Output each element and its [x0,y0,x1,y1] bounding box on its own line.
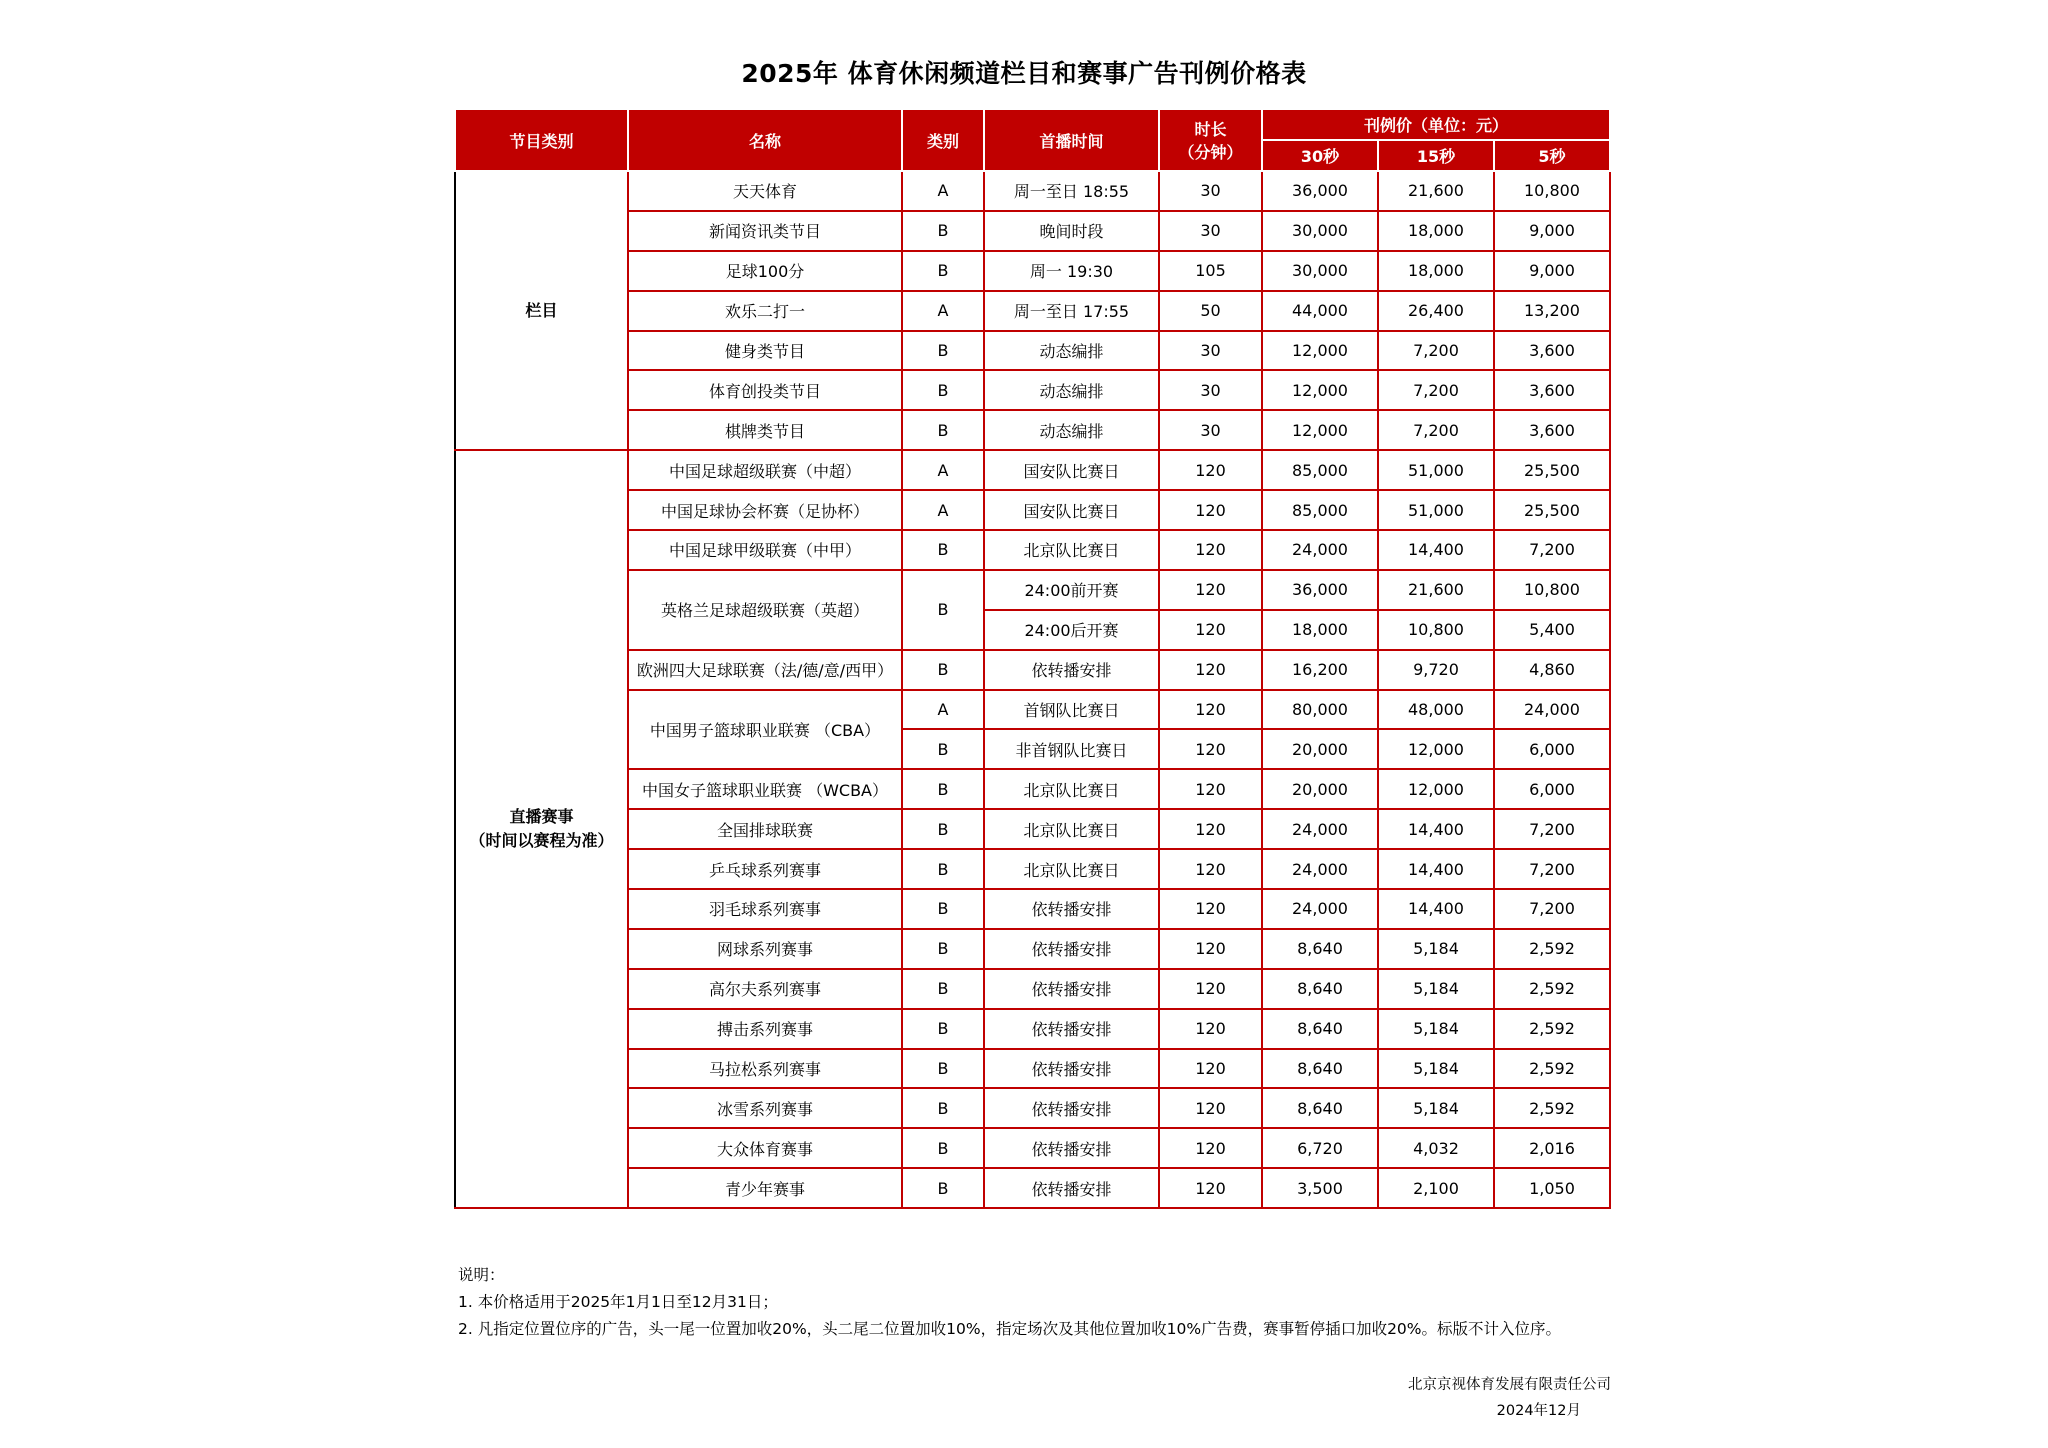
cell-name: 中国足球协会杯赛（足协杯） [628,490,902,530]
table-row [455,530,1610,570]
cell-price-30s: 8,640 [1262,1049,1378,1089]
table-row [455,570,1610,610]
header-duration-line2: （分钟） [1178,143,1243,162]
cell-name: 中国女子篮球职业联赛 （WCBA） [628,769,902,809]
cell-duration: 120 [1159,1088,1262,1128]
cell-price-30s: 12,000 [1262,370,1378,410]
cell-price-15s: 4,032 [1378,1128,1494,1168]
cell-duration: 120 [1159,610,1262,650]
header-class: 类别 [902,109,984,171]
cell-price-15s: 2,100 [1378,1168,1494,1208]
table-row [455,410,1610,450]
cell-duration: 120 [1159,769,1262,809]
cell-duration: 120 [1159,1009,1262,1049]
cell-name: 足球100分 [628,251,902,291]
cell-duration: 120 [1159,530,1262,570]
cell-airtime: 首钢队比赛日 [984,690,1159,730]
cell-duration: 120 [1159,809,1262,849]
cell-price-15s: 14,400 [1378,809,1494,849]
cell-price-5s: 2,016 [1494,1128,1610,1168]
cell-class: B [902,570,984,650]
cell-price-30s: 24,000 [1262,530,1378,570]
cell-class: B [902,1088,984,1128]
cell-airtime: 24:00后开赛 [984,610,1159,650]
cell-price-30s: 30,000 [1262,211,1378,251]
cell-class: B [902,251,984,291]
cell-name: 中国足球超级联赛（中超） [628,450,902,490]
table-row [455,690,1610,730]
cell-class: B [902,530,984,570]
cell-name: 英格兰足球超级联赛（英超） [628,570,902,650]
cell-price-30s: 6,720 [1262,1128,1378,1168]
cell-class: A [902,690,984,730]
cell-price-5s: 9,000 [1494,251,1610,291]
cell-airtime: 动态编排 [984,410,1159,450]
cell-airtime: 24:00前开赛 [984,570,1159,610]
cell-price-15s: 14,400 [1378,849,1494,889]
cell-duration: 120 [1159,650,1262,690]
cell-airtime: 动态编排 [984,331,1159,371]
header-duration-line1: 时长 [1194,120,1227,139]
cell-airtime: 国安队比赛日 [984,450,1159,490]
cell-price-30s: 8,640 [1262,969,1378,1009]
cell-price-15s: 9,720 [1378,650,1494,690]
cell-airtime: 依转播安排 [984,889,1159,929]
table-row [455,251,1610,291]
cell-price-15s: 21,600 [1378,171,1494,211]
cell-class: B [902,889,984,929]
cell-class: B [902,1009,984,1049]
category-live-line1: 直播赛事 [509,807,574,827]
cell-price-30s: 8,640 [1262,1009,1378,1049]
table-row [455,331,1610,371]
cell-airtime: 北京队比赛日 [984,809,1159,849]
cell-price-5s: 6,000 [1494,729,1610,769]
cell-price-30s: 44,000 [1262,291,1378,331]
cell-price-5s: 5,400 [1494,610,1610,650]
cell-price-5s: 2,592 [1494,1088,1610,1128]
table-row [455,211,1610,251]
cell-price-5s: 10,800 [1494,570,1610,610]
table-row [455,1009,1610,1049]
cell-airtime: 周一 19:30 [984,251,1159,291]
cell-airtime: 晚间时段 [984,211,1159,251]
table-row [455,849,1610,889]
cell-price-30s: 20,000 [1262,769,1378,809]
cell-class: B [902,769,984,809]
header-duration [1159,109,1262,171]
cell-duration: 120 [1159,1168,1262,1208]
cell-class: B [902,969,984,1009]
cell-price-30s: 12,000 [1262,410,1378,450]
table-row [455,291,1610,331]
cell-class: B [902,849,984,889]
table-row [455,650,1610,690]
cell-class: B [902,809,984,849]
header-price-15s: 15秒 [1378,140,1494,171]
table-row [455,929,1610,969]
cell-price-30s: 24,000 [1262,849,1378,889]
cell-price-15s: 7,200 [1378,410,1494,450]
cell-price-30s: 24,000 [1262,889,1378,929]
cell-name: 乒乓球系列赛事 [628,849,902,889]
cell-airtime: 依转播安排 [984,969,1159,1009]
cell-price-15s: 12,000 [1378,769,1494,809]
cell-class: B [902,1168,984,1208]
header-price-30s: 30秒 [1262,140,1378,171]
cell-airtime: 依转播安排 [984,1128,1159,1168]
table-row [455,370,1610,410]
table-row [455,1049,1610,1089]
cell-price-30s: 16,200 [1262,650,1378,690]
cell-airtime: 依转播安排 [984,650,1159,690]
notes-line-1: 1. 本价格适用于2025年1月1日至12月31日； [458,1293,778,1311]
cell-price-5s: 7,200 [1494,889,1610,929]
cell-duration: 120 [1159,1128,1262,1168]
cell-name: 冰雪系列赛事 [628,1088,902,1128]
notes-line-2: 2. 凡指定位置位序的广告，头一尾一位置加收20%，头二尾二位置加收10%，指定场次及其他位置加收10%广告费，赛事暂停插口加收20%。标版不计入位序。 [458,1320,1562,1338]
price-table-body [455,171,1610,1208]
table-row [455,1168,1610,1208]
cell-duration: 50 [1159,291,1262,331]
cell-name: 大众体育赛事 [628,1128,902,1168]
cell-price-5s: 25,500 [1494,450,1610,490]
cell-price-5s: 7,200 [1494,809,1610,849]
cell-duration: 120 [1159,570,1262,610]
cell-duration: 120 [1159,889,1262,929]
cell-duration: 30 [1159,171,1262,211]
cell-duration: 120 [1159,729,1262,769]
cell-price-30s: 20,000 [1262,729,1378,769]
table-row [455,889,1610,929]
cell-name: 健身类节目 [628,331,902,371]
cell-price-30s: 18,000 [1262,610,1378,650]
cell-price-5s: 9,000 [1494,211,1610,251]
cell-price-15s: 14,400 [1378,889,1494,929]
cell-class: B [902,370,984,410]
cell-airtime: 北京队比赛日 [984,530,1159,570]
cell-price-5s: 13,200 [1494,291,1610,331]
cell-price-30s: 8,640 [1262,1088,1378,1128]
cell-class: A [902,171,984,211]
footer-company: 北京京视体育发展有限责任公司 [1408,1377,1611,1393]
cell-price-15s: 21,600 [1378,570,1494,610]
cell-class: B [902,410,984,450]
cell-price-5s: 2,592 [1494,1049,1610,1089]
cell-price-5s: 7,200 [1494,849,1610,889]
header-name: 名称 [628,109,902,171]
cell-airtime: 周一至日 17:55 [984,291,1159,331]
category-live-line2: （时间以赛程为准） [469,831,614,851]
cell-name: 全国排球联赛 [628,809,902,849]
cell-duration: 30 [1159,410,1262,450]
table-row [455,809,1610,849]
header-price-group: 刊例价（单位：元） [1262,109,1610,140]
cell-price-15s: 26,400 [1378,291,1494,331]
table-row [455,171,1610,211]
cell-duration: 105 [1159,251,1262,291]
cell-class: B [902,929,984,969]
cell-name: 高尔夫系列赛事 [628,969,902,1009]
cell-price-15s: 5,184 [1378,1088,1494,1128]
cell-name: 体育创投类节目 [628,370,902,410]
cell-duration: 30 [1159,370,1262,410]
cell-duration: 30 [1159,211,1262,251]
header-price-5s: 5秒 [1494,140,1610,171]
table-row [455,769,1610,809]
cell-class: A [902,291,984,331]
cell-name: 欧洲四大足球联赛（法/德/意/西甲） [628,650,902,690]
cell-price-5s: 24,000 [1494,690,1610,730]
cell-airtime: 依转播安排 [984,1049,1159,1089]
cell-price-5s: 3,600 [1494,370,1610,410]
cell-class: A [902,490,984,530]
cell-price-15s: 7,200 [1378,370,1494,410]
cell-duration: 30 [1159,331,1262,371]
cell-airtime: 依转播安排 [984,1168,1159,1208]
footer-date: 2024年12月 [1496,1403,1581,1419]
notes-label: 说明： [458,1266,505,1284]
cell-name: 马拉松系列赛事 [628,1049,902,1089]
cell-airtime: 周一至日 18:55 [984,171,1159,211]
cell-duration: 120 [1159,849,1262,889]
cell-price-15s: 5,184 [1378,929,1494,969]
cell-price-15s: 51,000 [1378,490,1494,530]
cell-price-30s: 36,000 [1262,171,1378,211]
cell-name: 欢乐二打一 [628,291,902,331]
notes [458,1262,1561,1343]
cell-class: B [902,211,984,251]
price-table [454,108,1611,1209]
cell-price-5s: 4,860 [1494,650,1610,690]
table-row [455,450,1610,490]
cell-airtime: 国安队比赛日 [984,490,1159,530]
cell-price-15s: 14,400 [1378,530,1494,570]
cell-price-30s: 8,640 [1262,929,1378,969]
cell-class: A [902,450,984,490]
cell-name: 青少年赛事 [628,1168,902,1208]
cell-price-15s: 18,000 [1378,211,1494,251]
cell-name: 网球系列赛事 [628,929,902,969]
cell-price-15s: 5,184 [1378,969,1494,1009]
cell-airtime: 动态编排 [984,370,1159,410]
cell-price-5s: 1,050 [1494,1168,1610,1208]
cell-name: 天天体育 [628,171,902,211]
cell-class: B [902,1049,984,1089]
cell-class: B [902,1128,984,1168]
cell-price-30s: 80,000 [1262,690,1378,730]
cell-name: 羽毛球系列赛事 [628,889,902,929]
table-row [455,1128,1610,1168]
cell-duration: 120 [1159,929,1262,969]
cell-price-30s: 12,000 [1262,331,1378,371]
cell-price-15s: 48,000 [1378,690,1494,730]
cell-duration: 120 [1159,690,1262,730]
cell-price-15s: 7,200 [1378,331,1494,371]
category-live [455,450,628,1208]
cell-duration: 120 [1159,1049,1262,1089]
cell-price-5s: 2,592 [1494,929,1610,969]
cell-price-5s: 6,000 [1494,769,1610,809]
cell-duration: 120 [1159,450,1262,490]
footer [1408,1372,1611,1424]
cell-price-30s: 24,000 [1262,809,1378,849]
cell-price-15s: 5,184 [1378,1049,1494,1089]
cell-price-5s: 3,600 [1494,410,1610,450]
table-row [455,490,1610,530]
cell-airtime: 北京队比赛日 [984,849,1159,889]
cell-name: 中国足球甲级联赛（中甲） [628,530,902,570]
cell-price-15s: 18,000 [1378,251,1494,291]
cell-price-30s: 3,500 [1262,1168,1378,1208]
cell-price-30s: 36,000 [1262,570,1378,610]
cell-airtime: 依转播安排 [984,1088,1159,1128]
cell-name: 棋牌类节目 [628,410,902,450]
cell-price-5s: 25,500 [1494,490,1610,530]
header-airtime: 首播时间 [984,109,1159,171]
cell-price-5s: 7,200 [1494,530,1610,570]
page-title: 2025年 体育休闲频道栏目和赛事广告刊例价格表 [741,59,1307,88]
cell-price-15s: 51,000 [1378,450,1494,490]
cell-name: 新闻资讯类节目 [628,211,902,251]
cell-price-5s: 3,600 [1494,331,1610,371]
category-columns: 栏目 [455,171,628,450]
cell-airtime: 依转播安排 [984,1009,1159,1049]
cell-price-30s: 30,000 [1262,251,1378,291]
cell-class: B [902,729,984,769]
cell-class: B [902,331,984,371]
cell-duration: 120 [1159,969,1262,1009]
cell-price-5s: 2,592 [1494,1009,1610,1049]
header-category: 节目类别 [455,109,628,171]
cell-class: B [902,650,984,690]
table-row [455,1088,1610,1128]
cell-name: 中国男子篮球职业联赛 （CBA） [628,690,902,770]
cell-price-5s: 2,592 [1494,969,1610,1009]
cell-price-15s: 10,800 [1378,610,1494,650]
cell-airtime: 非首钢队比赛日 [984,729,1159,769]
cell-price-30s: 85,000 [1262,490,1378,530]
cell-price-5s: 10,800 [1494,171,1610,211]
cell-price-30s: 85,000 [1262,450,1378,490]
cell-price-15s: 5,184 [1378,1009,1494,1049]
cell-airtime: 依转播安排 [984,929,1159,969]
table-row [455,969,1610,1009]
cell-name: 搏击系列赛事 [628,1009,902,1049]
cell-airtime: 北京队比赛日 [984,769,1159,809]
cell-price-15s: 12,000 [1378,729,1494,769]
cell-duration: 120 [1159,490,1262,530]
